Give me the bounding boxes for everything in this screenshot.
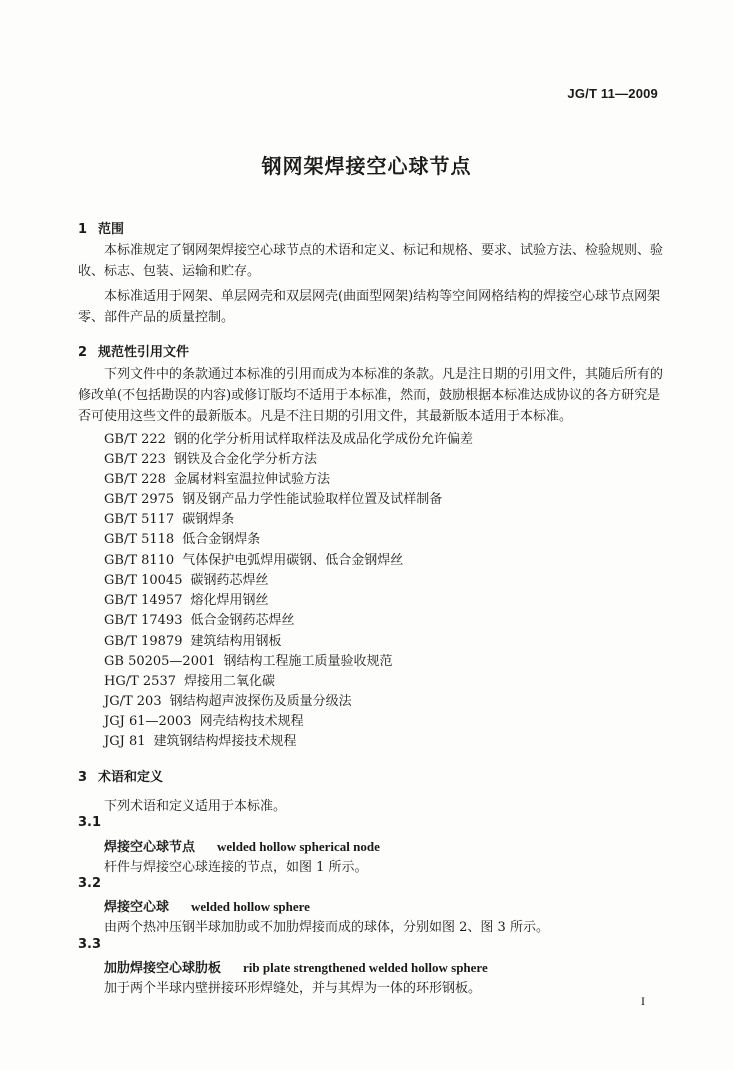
reference-code: GB/T 8110 (104, 553, 175, 568)
term-en: welded hollow spherical node (217, 839, 380, 854)
reference-item (104, 652, 393, 672)
reference-title: 网壳结构技术规程 (199, 714, 304, 729)
reference-title: 碳钢焊条 (182, 512, 235, 527)
term-heading (104, 836, 380, 855)
reference-code: JGJ 61—2003 (104, 714, 192, 729)
reference-code: HG/T 2537 (104, 674, 176, 689)
reference-code: JG/T 203 (104, 694, 162, 709)
section-1-heading (78, 218, 124, 237)
reference-title: 气体保护电弧焊用碳钢、低合金钢焊丝 (182, 553, 404, 568)
reference-title: 焊接用二氧化碳 (184, 674, 276, 689)
section-number: 3 (78, 770, 88, 785)
reference-item (104, 611, 295, 631)
reference-code: GB/T 10045 (104, 573, 183, 588)
reference-item (104, 732, 297, 752)
section-number: 2 (78, 345, 88, 360)
reference-item (104, 551, 403, 571)
reference-code: GB/T 14957 (104, 593, 183, 608)
reference-code: GB 50205—2001 (104, 654, 216, 669)
reference-code: JGJ 81 (104, 734, 146, 749)
term-definition: 杆件与焊接空心球连接的节点，如图 1 所示。 (104, 860, 368, 875)
reference-item (104, 490, 442, 510)
reference-code: GB/T 228 (104, 472, 166, 487)
reference-item (104, 450, 317, 470)
term-definition: 加于两个半球内壁拼接环形焊缝处，并与其焊为一体的环形钢板。 (104, 981, 482, 996)
term-en: welded hollow sphere (191, 899, 310, 914)
reference-item (104, 510, 234, 530)
reference-item (104, 692, 352, 712)
reference-title: 钢铁及合金化学分析方法 (173, 452, 317, 467)
section-title: 范围 (98, 222, 125, 237)
reference-item (104, 672, 275, 692)
term-number: 3.1 (78, 815, 102, 830)
page-number: I (641, 994, 645, 1008)
reference-title: 钢的化学分析用试样取样法及成品化学成份允许偏差 (173, 432, 473, 447)
section-2-heading (78, 341, 189, 360)
section-title: 术语和定义 (98, 770, 164, 785)
reference-code: GB/T 19879 (104, 634, 183, 649)
reference-title: 钢结构超声波探伤及质量分级法 (169, 694, 352, 709)
section-2-intro: 下列文件中的条款通过本标准的引用而成为本标准的条款。凡是注日期的引用文件，其随后所有的修改单(不包括勘误的内容)或修订版均不适用于本标准，然而，鼓励根据本标准达成协议的各方研究是否可使用这些文件的最新版本。凡是不注日期的引用文件，其最新版本适用于本标准。 (78, 367, 664, 424)
section-3-intro: 下列术语和定义适用于本标准。 (104, 799, 287, 814)
term-zh: 焊接空心球 (104, 900, 170, 915)
term-number: 3.3 (78, 937, 102, 952)
reference-item (104, 470, 330, 490)
section-3-heading (78, 766, 163, 785)
reference-title: 建筑钢结构焊接技术规程 (153, 734, 297, 749)
reference-title: 建筑结构用钢板 (190, 634, 282, 649)
reference-title: 低合金钢药芯焊丝 (190, 613, 295, 628)
reference-code: GB/T 222 (104, 432, 166, 447)
reference-title: 金属材料室温拉伸试验方法 (173, 472, 330, 487)
reference-item (104, 430, 473, 450)
reference-item (104, 571, 269, 591)
reference-code: GB/T 5117 (104, 512, 175, 527)
reference-item (104, 632, 282, 652)
term-heading (104, 896, 310, 915)
reference-code: GB/T 17493 (104, 613, 183, 628)
reference-title: 低合金钢焊条 (182, 532, 261, 547)
reference-item (104, 591, 269, 611)
term-heading (104, 957, 488, 976)
document-title: 钢网架焊接空心球节点 (261, 154, 472, 178)
reference-title: 钢及钢产品力学性能试验取样位置及试样制备 (182, 492, 443, 507)
reference-code: GB/T 2975 (104, 492, 175, 507)
reference-title: 钢结构工程施工质量验收规范 (223, 654, 393, 669)
term-en: rib plate strengthened welded hollow sphere (243, 960, 488, 975)
reference-item (104, 712, 304, 732)
section-1-paragraph-1: 本标准规定了钢网架焊接空心球节点的术语和定义、标记和规格、要求、试验方法、检验规则、验收、标志、包装、运输和贮存。 (78, 243, 664, 279)
reference-item (104, 530, 260, 550)
section-number: 1 (78, 222, 88, 237)
standard-code: JG/T 11—2009 (567, 86, 658, 101)
reference-title: 碳钢药芯焊丝 (190, 573, 269, 588)
term-definition: 由两个热冲压钢半球加肋或不加肋焊接而成的球体，分别如图 2、图 3 所示。 (104, 920, 549, 935)
reference-title: 熔化焊用钢丝 (190, 593, 269, 608)
section-title: 规范性引用文件 (98, 345, 190, 360)
term-zh: 加肋焊接空心球肋板 (104, 961, 222, 976)
reference-code: GB/T 223 (104, 452, 166, 467)
term-zh: 焊接空心球节点 (104, 840, 196, 855)
term-number: 3.2 (78, 876, 102, 891)
section-1-paragraph-2: 本标准适用于网架、单层网壳和双层网壳(曲面型网架)结构等空间网格结构的焊接空心球节点网架零、部件产品的质量控制。 (78, 289, 661, 325)
reference-code: GB/T 5118 (104, 532, 175, 547)
